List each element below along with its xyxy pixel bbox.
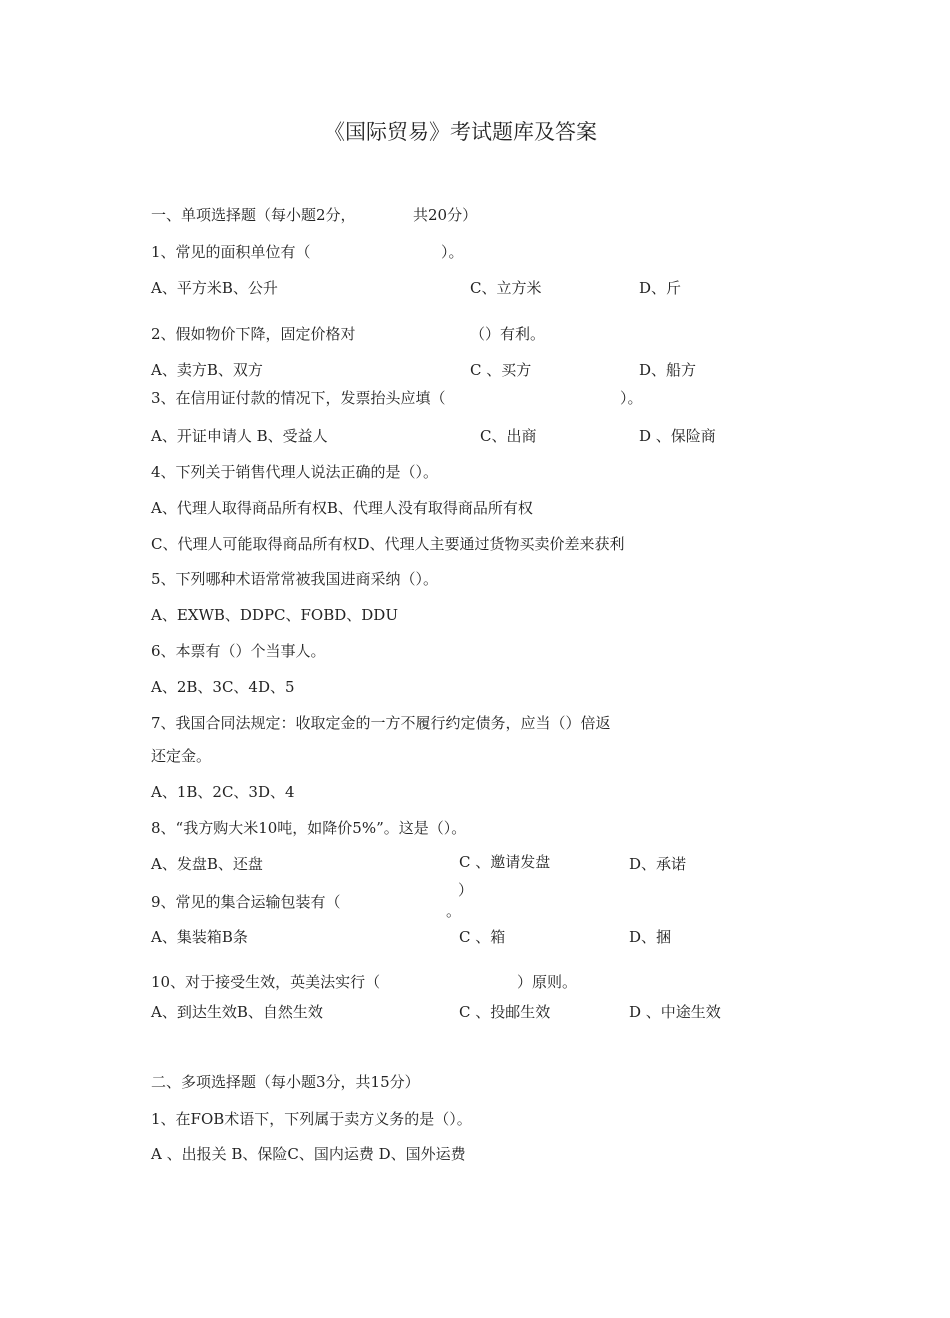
q8-option: A、发盘B、还盘 bbox=[151, 855, 263, 873]
section2-heading: 二、多项选择题（每小题3分，共15分） bbox=[151, 1073, 420, 1091]
q3-stem-end: ）。 bbox=[620, 389, 643, 407]
q8-option: C 、邀请发盘 bbox=[459, 853, 551, 871]
q10-option: A、到达生效B、自然生效 bbox=[151, 1003, 323, 1021]
q9-stem-paren: ） bbox=[458, 881, 474, 899]
q9-option: C 、箱 bbox=[459, 928, 506, 946]
q1-stem-end: ）。 bbox=[441, 243, 464, 261]
q9-option: D、捆 bbox=[629, 928, 672, 946]
q3-stem: 3、在信用证付款的情况下，发票抬头应填（ bbox=[151, 389, 446, 407]
q3-option: D 、保险商 bbox=[639, 427, 716, 445]
q1-option: A、平方米B、公升 bbox=[151, 279, 278, 297]
q9-stem-period: 。 bbox=[446, 902, 462, 920]
q6-stem: 6、本票有（）个当事人。 bbox=[151, 642, 326, 660]
q7-stem: 7、我国合同法规定：收取定金的一方不履行约定债务，应当（）倍返 bbox=[151, 714, 611, 732]
q4-stem: 4、下列关于销售代理人说法正确的是（）。 bbox=[151, 463, 439, 481]
q1-stem: 1、常见的面积单位有（ bbox=[151, 243, 311, 261]
q2-option: A、卖方B、双方 bbox=[151, 361, 263, 379]
q4-option: A、代理人取得商品所有权B、代理人没有取得商品所有权 bbox=[151, 499, 533, 517]
q8-option: D、承诺 bbox=[629, 855, 687, 873]
q10-option: D 、中途生效 bbox=[629, 1003, 721, 1021]
q7-stem-continued: 还定金。 bbox=[151, 747, 212, 765]
q2-stem: 2、假如物价下降，固定价格对 bbox=[151, 325, 356, 343]
s2-q1-option: A 、出报关 B、保险C、国内运费 D、国外运费 bbox=[151, 1145, 466, 1163]
q2-option: D、船方 bbox=[639, 361, 697, 379]
q9-option: A、集装箱B条 bbox=[151, 928, 248, 946]
q1-option: D、斤 bbox=[639, 279, 682, 297]
q6-option: A、2B、3C、4D、5 bbox=[151, 678, 295, 696]
q4-option: C、代理人可能取得商品所有权D、代理人主要通过货物买卖价差来获利 bbox=[151, 535, 625, 553]
q10-stem-end: ）原则。 bbox=[517, 973, 578, 991]
q10-stem: 10、对于接受生效，英美法实行（ bbox=[151, 973, 381, 991]
q7-option: A、1B、2C、3D、4 bbox=[151, 783, 295, 801]
q8-stem: 8、“我方购大米10吨，如降价5%”。这是（）。 bbox=[151, 819, 467, 837]
section1-heading: 一、单项选择题（每小题2分， bbox=[151, 206, 356, 224]
q3-option: A、开证申请人 B、受益人 bbox=[151, 427, 328, 445]
s2-q1-stem: 1、在FOB术语下，下列属于卖方义务的是（）。 bbox=[151, 1110, 472, 1128]
q5-stem: 5、下列哪种术语常常被我国进商采纳（）。 bbox=[151, 570, 439, 588]
q3-option: C、出商 bbox=[480, 427, 537, 445]
section1-heading-score: 共20分） bbox=[413, 206, 478, 224]
q5-option: A、EXWB、DDPC、FOBD、DDU bbox=[151, 606, 398, 624]
q2-stem-end: （）有利。 bbox=[470, 325, 546, 343]
document-title: 《国际贸易》考试题库及答案 bbox=[324, 120, 597, 144]
q9-stem: 9、常见的集合运输包装有（ bbox=[151, 893, 341, 911]
q1-option: C、立方米 bbox=[470, 279, 542, 297]
q10-option: C 、投邮生效 bbox=[459, 1003, 551, 1021]
q2-option: C 、买方 bbox=[470, 361, 532, 379]
